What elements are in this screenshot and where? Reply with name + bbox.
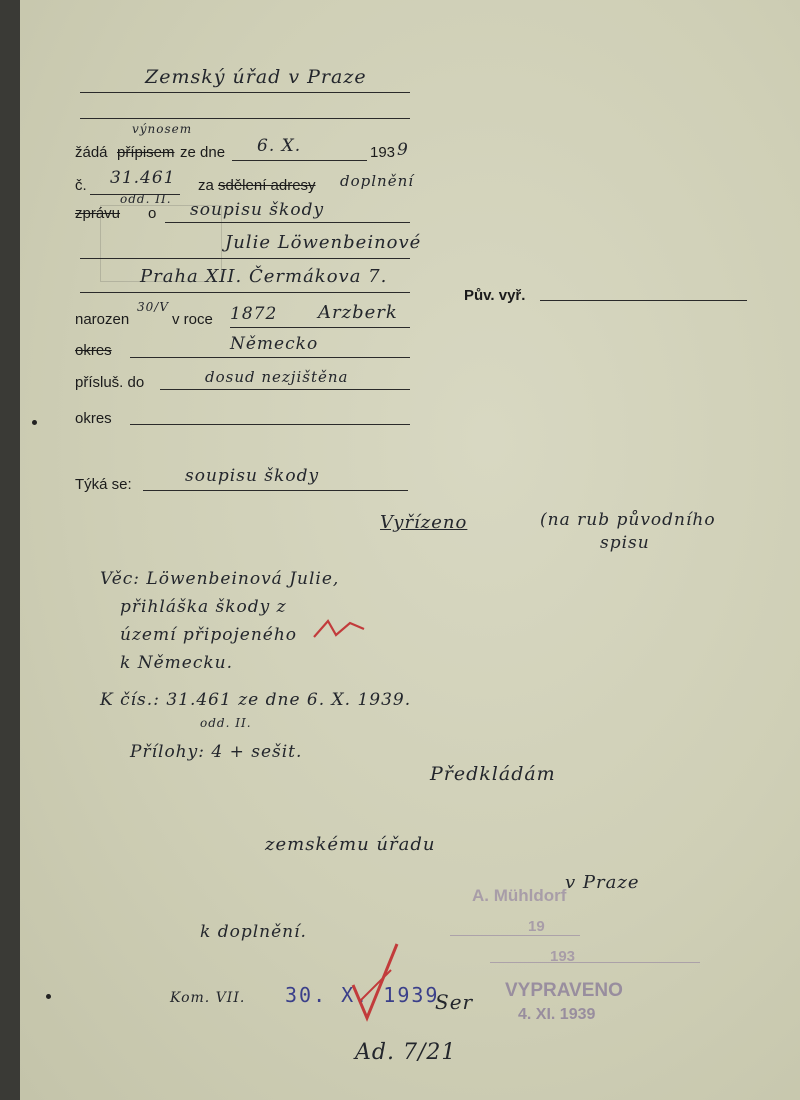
vyrizeno-note: Vyřízeno bbox=[380, 512, 468, 533]
v-praze-line: v Praze bbox=[565, 872, 640, 893]
doplneni-value: doplnění bbox=[340, 172, 415, 190]
about-value: soupisu škody bbox=[190, 200, 325, 220]
kom-note: Kom. VII. bbox=[170, 990, 246, 1006]
punch-hole-bottom bbox=[46, 994, 51, 999]
okres-label-2: okres bbox=[75, 410, 112, 427]
vypraveno-date: 4. XI. 1939 bbox=[518, 1006, 596, 1023]
number-value: 31.461 bbox=[110, 168, 176, 188]
birth-day: 30/V bbox=[137, 300, 169, 314]
v-roce-label: v roce bbox=[172, 311, 213, 328]
rule-date bbox=[232, 160, 367, 161]
address-value: Praha XII. Čermákova 7. bbox=[140, 266, 388, 287]
year-prefix: 193 bbox=[370, 144, 396, 161]
office-name: Zemský úřad v Praze bbox=[145, 66, 367, 88]
date-stamp: 30. X. 1939 bbox=[285, 983, 440, 1007]
stamp-rule-1 bbox=[450, 935, 580, 936]
vec-line-4: k Německu. bbox=[120, 653, 233, 673]
office-stamp-line-2: 193 bbox=[550, 948, 576, 965]
red-correction-mark bbox=[310, 615, 370, 645]
date-value: 6. X. bbox=[257, 136, 302, 156]
vypraveno-stamp: VYPRAVENO bbox=[505, 980, 623, 1001]
rule-okres-2 bbox=[130, 424, 410, 425]
za-label: za bbox=[198, 177, 214, 194]
k-doplneni-line: k doplnění. bbox=[200, 922, 307, 942]
rule-address bbox=[80, 292, 410, 293]
vec-line-3: území připojeného bbox=[120, 625, 298, 645]
na-rub-note: (na rub původního bbox=[540, 510, 716, 530]
k-cis-odd: odd. II. bbox=[200, 716, 252, 730]
birth-place: Arzberk bbox=[318, 302, 398, 323]
rule-puv bbox=[540, 300, 747, 301]
sdeleni-adresy-struck: sdělení adresy bbox=[218, 177, 316, 194]
tyka-value: soupisu škody bbox=[185, 466, 320, 486]
tyka-label: Týká se: bbox=[75, 476, 132, 493]
rule-office bbox=[80, 92, 410, 93]
odd-value: odd. II. bbox=[120, 192, 172, 206]
birth-year: 1872 bbox=[230, 304, 278, 324]
punch-hole-top bbox=[32, 420, 37, 425]
zemskemu-line: zemskému úřadu bbox=[265, 834, 436, 855]
puv-vyr-label: Pův. vyř. bbox=[464, 287, 526, 304]
spisu-note: spisu bbox=[600, 533, 650, 553]
red-check-mark bbox=[345, 940, 405, 1025]
vec-line-2: přihláška škody z bbox=[120, 597, 287, 617]
rule-tyka bbox=[143, 490, 408, 491]
rule-name bbox=[80, 258, 410, 259]
predkladam-line: Předkládám bbox=[430, 763, 556, 785]
year-digit: 9 bbox=[397, 140, 409, 160]
vec-line-1: Věc: Löwenbeinová Julie, bbox=[100, 569, 340, 589]
narozen-label: narozen bbox=[75, 311, 130, 328]
okres-label-1: okres bbox=[75, 342, 112, 359]
rule-prislus bbox=[160, 389, 410, 390]
signature-bottom: Ad. 7/21 bbox=[355, 1040, 457, 1065]
prislus-value: dosud nezjištěna bbox=[205, 368, 349, 386]
zada-label: žádá bbox=[75, 144, 108, 161]
prilohy-line: Přílohy: 4 + sešit. bbox=[130, 742, 303, 762]
rule-birth bbox=[230, 327, 410, 328]
pripisem-struck: přípisem bbox=[117, 144, 175, 161]
zpravu-struck: zprávu bbox=[75, 205, 121, 222]
k-cis-line: K čís.: 31.461 ze dne 6. X. 1939. bbox=[100, 690, 412, 710]
okres-value-1: Německo bbox=[230, 334, 319, 354]
office-stamp: A. Mühldorf bbox=[472, 886, 567, 905]
office-stamp-line-1: 19 bbox=[528, 918, 545, 935]
stamp-rule-2 bbox=[490, 962, 700, 963]
rule-about bbox=[165, 222, 410, 223]
vynosem-note: výnosem bbox=[132, 122, 193, 136]
c-label: č. bbox=[75, 177, 87, 194]
ze-dne-label: ze dne bbox=[180, 144, 226, 161]
name-value: Julie Löwenbeinové bbox=[225, 232, 422, 253]
rule-okres-1 bbox=[130, 357, 410, 358]
prislus-label: přísluš. do bbox=[75, 374, 145, 391]
o-label: o bbox=[148, 205, 157, 222]
rule-office-2 bbox=[80, 118, 410, 119]
document-page bbox=[20, 0, 800, 1100]
signature-initials: Ser bbox=[435, 990, 474, 1014]
